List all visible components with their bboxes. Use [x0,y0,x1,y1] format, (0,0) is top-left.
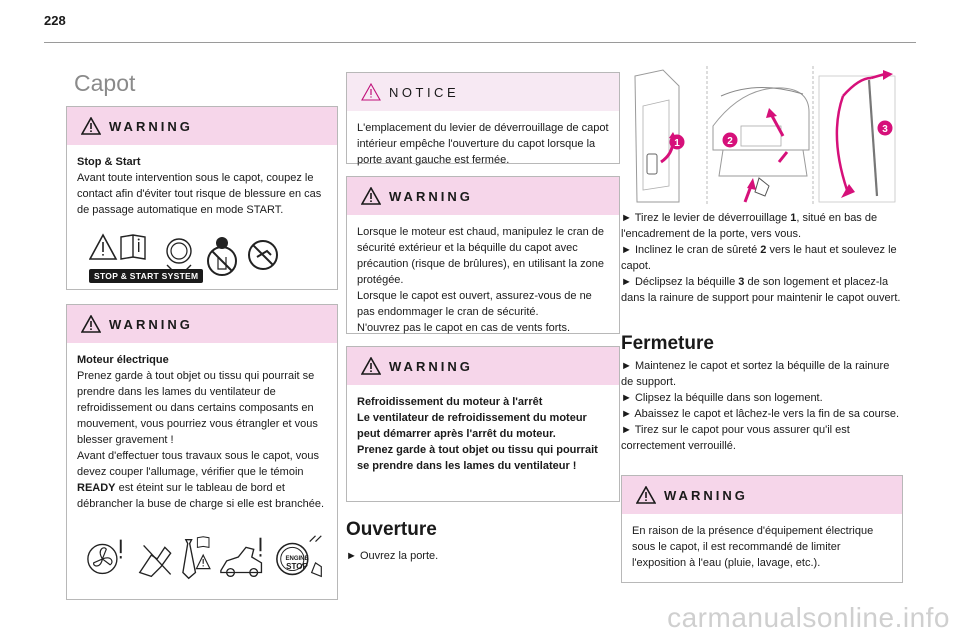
closing-steps [621,358,903,454]
warning-title: WARNING [389,188,473,204]
warning-body [67,343,337,520]
notice-triangle-icon [361,83,381,101]
warning-box-electric-motor [66,304,338,600]
warning-text: Lorsque le moteur est chaud, manipulez le cran de sécurité extérieur et la béquille du capot avec précaution (risque de brûlures), en utilisant la zone protégée. [357,226,605,286]
warning-body [622,514,902,579]
closing-step-1: ► Maintenez le capot et sortez la béquille de la rainure de support. [621,360,890,388]
warning-text-3: N'ouvrez pas le capot en cas de vents forts. [357,322,571,334]
warning-subtitle: Refroidissement du moteur à l'arrêt [357,396,543,408]
warning-title: WARNING [664,487,748,503]
warning-body [67,145,337,226]
opening-step-2 [621,242,903,274]
engine-stop-label [277,555,317,571]
warning-text: Avant toute intervention sous le capot, coupez le contact afin d'éviter tout risque de blessure en cas de passage automatique en mode START. [77,172,322,216]
footer-watermark: carmanualsonline.info [667,602,950,633]
warning-body [347,385,619,482]
warning-header [67,305,337,343]
step-text: vers le haut et soulevez le capot. [621,244,897,272]
page-number: 228 [44,13,66,28]
warning-header [67,107,337,145]
warning-text: En raison de la présence d'équipement électrique sous le capot, il est recommandé de limiter l'exposition à l'eau (pluie, lavage, etc.). [632,525,874,569]
warning-triangle-icon [81,117,101,135]
text-part: est éteint sur le tableau de bord et débrancher la buse de charge si elle est branchée. [77,482,325,510]
stop-label: STOP [286,562,308,571]
closing-step-4: ► Tirez sur le capot pour vous assurer qu'il est correctement verrouillé. [621,424,850,452]
warning-title: WARNING [109,316,193,332]
warning-text-2: Prenez garde à tout objet ou tissu qui pourrait se prendre dans les lames du ventilateur ! [357,444,598,472]
header-rule [44,42,916,43]
notice-box-release-lever [346,72,620,164]
warning-box-fan-after-stop [346,346,620,502]
step-text: , situé en bas de l'encadrement de la porte, vers vous. [621,212,878,240]
warning-box-stop-start [66,106,338,290]
warning-triangle-icon [361,187,381,205]
step-number: 1 [790,212,797,224]
warning-text: Le ventilateur de refroidissement du moteur peut démarrer après l'arrêt du moteur. [357,412,587,440]
notice-header [347,73,619,111]
warning-box-water-exposure [621,475,903,583]
warning-text: Prenez garde à tout objet ou tissu qui pourrait se prendre dans les lames du ventilateur de refroidissement ou dans certains composants en mouvement, vous pourriez vous étrangler et vous blesser gravement ! [77,370,318,446]
notice-title: NOTICE [389,84,460,100]
warning-title: WARNING [389,358,473,374]
no-hand-icon [201,231,243,285]
step-text: ► Inclinez le cran de sûreté [621,244,761,256]
warning-header [347,177,619,215]
prop-rod-drawing [819,70,895,202]
callout-1-label: 1 [674,138,680,149]
door-frame-drawing [635,70,679,202]
step-text: ► Déclipsez la béquille [621,276,739,288]
callout-3-label: 3 [882,124,888,135]
no-tool-icon [243,231,283,285]
engine-label: ENGINE [285,556,309,562]
opening-steps [621,210,903,306]
section-title-capot: Capot [74,70,136,96]
hood-opening-illustration [633,66,899,206]
warning-triangle-icon [81,315,101,333]
warning-triangle-icon [636,486,656,504]
text-part: Avant d'effectuer tous travaux sous le capot, vous devez couper l'allumage, vérifier que le témoin [77,450,320,478]
warning-header [622,476,902,514]
warning-triangle-icon [361,357,381,375]
opening-step-3 [621,274,903,306]
callout-2-label: 2 [727,136,733,147]
fan-warning-icon [85,533,128,583]
warning-box-hot-engine [346,176,620,334]
warning-text-2: Lorsque le capot est ouvert, assurez-vous de ne pas endommager le cran de sécurité. [357,290,592,318]
warning-header [347,347,619,385]
warning-subtitle: Moteur électrique [77,354,169,366]
notice-body [347,111,619,176]
section-title-fermeture: Fermeture [621,333,714,354]
closing-step-3: ► Abaissez le capot et lâchez-le vers la fin de sa course. [621,408,900,420]
section-title-ouverture: Ouverture [346,519,437,540]
step-text: de son logement et placez-la dans la rainure de support pour maintenir le capot ouvert. [621,276,901,304]
step-text: ► Tirez le levier de déverrouillage [621,212,791,224]
ready-indicator-label: READY [77,482,116,494]
closing-step-2: ► Clipsez la béquille dans son logement. [621,392,823,404]
stop-start-system-badge: STOP & START SYSTEM [89,269,203,283]
step-number: 2 [760,244,767,256]
warning-text-2 [77,448,327,512]
notice-text: L'emplacement du levier de déverrouillage de capot intérieur empêche l'ouverture du capot lorsque la porte avant gauche est fermée. [357,122,609,166]
warning-body [347,215,619,344]
warning-subtitle: Stop & Start [77,156,141,168]
no-hand-in-fan-icon [132,533,180,583]
ouverture-step-1: ► Ouvrez la porte. [346,550,439,562]
warning-title: WARNING [109,118,193,134]
necktie-manual-icon [180,533,213,583]
opening-step-1 [621,210,903,242]
car-hood-warning-icon [217,533,269,583]
step-number: 3 [738,276,745,288]
